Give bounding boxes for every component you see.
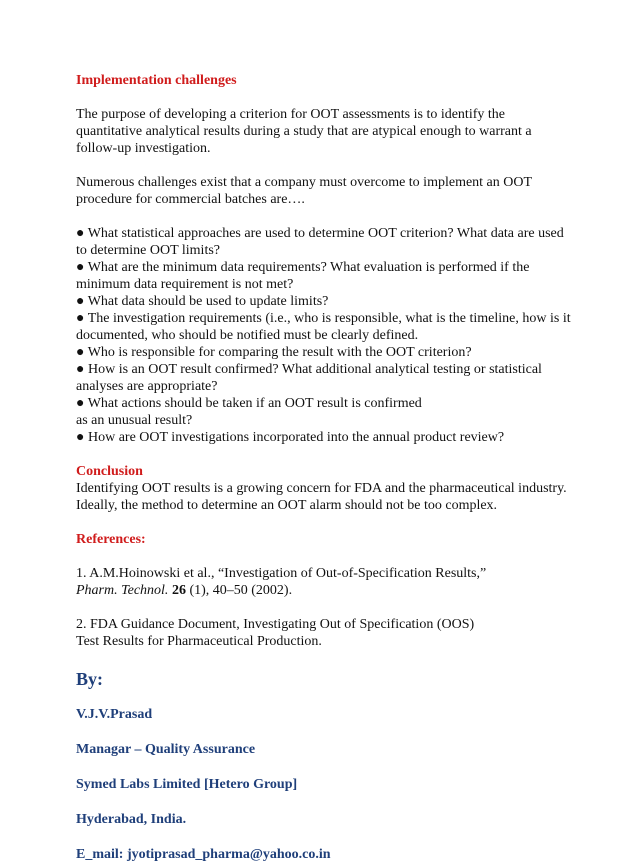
reference-2: 2. FDA Guidance Document, Investigating Out of Specification (OOS) Test Results for Pharmaceutical Production. bbox=[76, 617, 475, 649]
list-item: ● Who is responsible for comparing the result with the OOT criterion? bbox=[76, 344, 578, 361]
journal-volume: 26 bbox=[171, 583, 186, 598]
author-by-label: By: bbox=[76, 669, 103, 689]
section-heading-conclusion: Conclusion bbox=[76, 464, 143, 479]
author-location: Hyderabad, India. bbox=[76, 812, 187, 827]
conclusion-line: Identifying OOT results is a growing concern for FDA and the pharmaceutical industry. bbox=[76, 481, 567, 496]
list-item: ● What are the minimum data requirements? What evaluation is performed if the minimum data requirement is not met? bbox=[76, 259, 578, 293]
author-email[interactable]: E_mail: jyotiprasad_pharma@yahoo.co.in bbox=[76, 847, 331, 862]
section-heading-implementation: Implementation challenges bbox=[76, 73, 237, 88]
challenges-list bbox=[76, 225, 578, 446]
list-item: ● What statistical approaches are used to determine OOT criterion? What data are used to determine OOT limits? bbox=[76, 225, 578, 259]
list-item: ● How is an OOT result confirmed? What additional analytical testing or statistical analyses are appropriate? bbox=[76, 361, 578, 395]
list-item: ● What data should be used to update limits? bbox=[76, 293, 578, 310]
list-item: ● What actions should be taken if an OOT result is confirmed as an unusual result? bbox=[76, 395, 578, 429]
list-item: ● The investigation requirements (i.e., who is responsible, what is the timeline, how is it documented, who should be notified must be clearly defined. bbox=[76, 310, 578, 344]
conclusion-line: Ideally, the method to determine an OOT alarm should not be too complex. bbox=[76, 498, 498, 513]
challenges-paragraph: Numerous challenges exist that a company must overcome to implement an OOT procedure for commercial batches are…. bbox=[76, 175, 533, 207]
purpose-paragraph: The purpose of developing a criterion for OOT assessments is to identify the quantitative analytical results during a study that are atypical enough to warrant a follow-up investigation. bbox=[76, 107, 532, 156]
author-title: Managar – Quality Assurance bbox=[76, 742, 256, 757]
author-company: Symed Labs Limited [Hetero Group] bbox=[76, 777, 298, 792]
section-heading-references: References: bbox=[76, 532, 146, 547]
journal-name: Pharm. Technol. bbox=[76, 583, 169, 598]
author-name: V.J.V.Prasad bbox=[76, 707, 153, 722]
list-item: ● How are OOT investigations incorporated into the annual product review? bbox=[76, 429, 578, 446]
reference-1: 1. A.M.Hoinowski et al., “Investigation of Out-of-Specification Results,” Pharm. Technol. 26 (1), 40–50 (2002). bbox=[76, 566, 487, 598]
